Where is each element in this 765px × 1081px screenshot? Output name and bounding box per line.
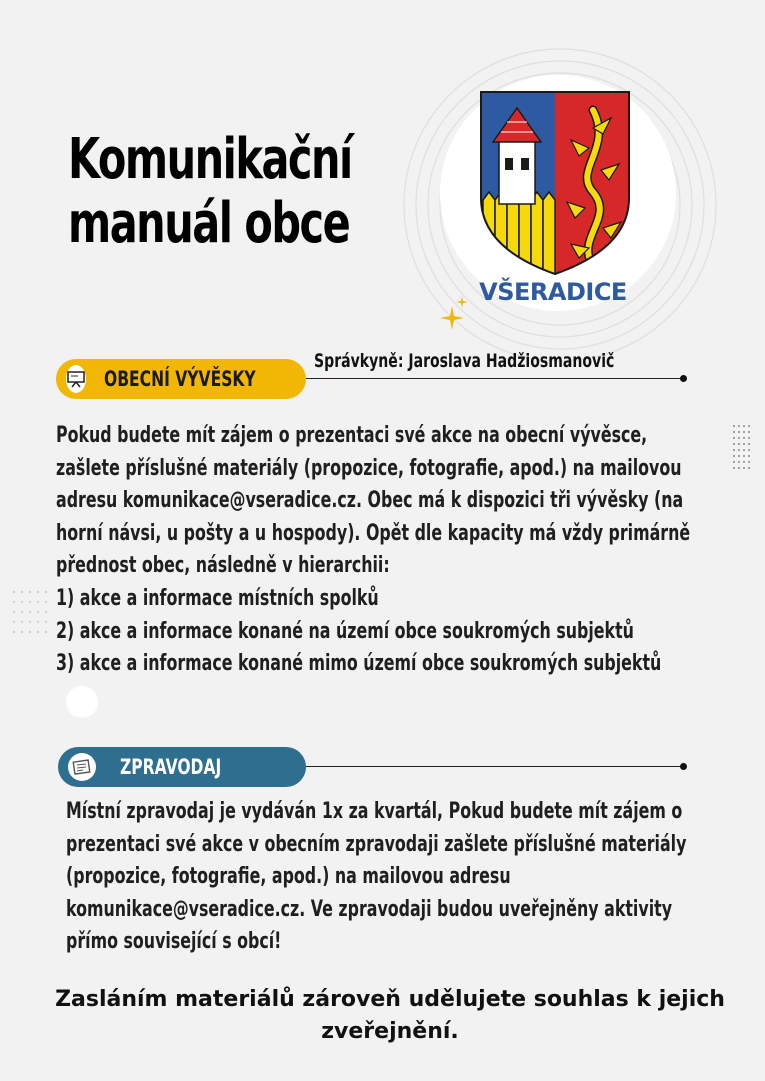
section-label-board: OBECNÍ VÝVĚSKY — [104, 367, 256, 391]
newsletter-line: Místní zpravodaj je vydáván 1x za kvartál, Pokud budete mít zájem o — [66, 799, 683, 824]
consent-note — [40, 984, 740, 1048]
board-line: 1) akce a informace místních spolků — [56, 585, 379, 611]
sparkle-icon — [440, 296, 470, 332]
consent-line-1: Zasláním materiálů zároveň udělujete souhlas k jejich — [55, 987, 725, 1012]
coat-of-arms-icon — [475, 88, 635, 278]
title-line-1: Komunikační — [68, 127, 352, 192]
divider-line-board — [306, 378, 684, 379]
crest-label: VŠERADICE — [479, 278, 627, 306]
administrator-name: Správkyně: Jaroslava Hadžiosmanovič — [314, 350, 615, 372]
board-line: 3) akce a informace konané mimo území obce soukromých subjektů — [56, 651, 662, 677]
board-line: Pokud budete mít zájem o prezentaci své akce na obecní vývěsce, — [56, 423, 648, 448]
consent-line-2: zveřejnění. — [321, 1019, 459, 1044]
board-paragraph — [56, 420, 690, 681]
board-line: horní návsi, u pošty a u hospody). Opět dle kapacity má vždy primárně — [56, 520, 691, 546]
newspaper-icon — [68, 753, 96, 781]
dot-grid-right — [732, 424, 754, 470]
newsletter-line: komunikace@vseradice.cz. Ve zpravodaji budou uveřejněny aktivity — [66, 896, 673, 922]
newsletter-line: (propozice, fotografie, apod.) na mailovou adresu — [66, 864, 511, 890]
dot-grid-left — [10, 588, 58, 648]
decorative-dot — [66, 686, 98, 718]
section-header-board — [56, 359, 306, 399]
newsletter-line: prezentaci své akce v obecním zpravodaji zašlete příslušné materiály — [66, 831, 687, 857]
section-header-newsletter — [58, 747, 306, 787]
page-title — [68, 128, 352, 256]
section-label-newsletter: ZPRAVODAJ — [120, 755, 222, 779]
presentation-board-icon — [66, 365, 86, 393]
board-line: zašlete příslušné materiály (propozice, fotografie, apod.) na mailovou — [56, 455, 682, 481]
board-line: adresu komunikace@vseradice.cz. Obec má k dispozici tři vývěsky (na — [56, 488, 684, 514]
title-line-2: manuál obce — [68, 191, 350, 256]
newsletter-paragraph — [66, 796, 686, 959]
newsletter-line: přímo související s obcí! — [66, 929, 282, 955]
board-line: 2) akce a informace konané na území obce soukromých subjektů — [56, 618, 634, 644]
divider-line-newsletter — [306, 766, 684, 767]
board-line: přednost obec, následně v hierarchii: — [56, 553, 390, 579]
